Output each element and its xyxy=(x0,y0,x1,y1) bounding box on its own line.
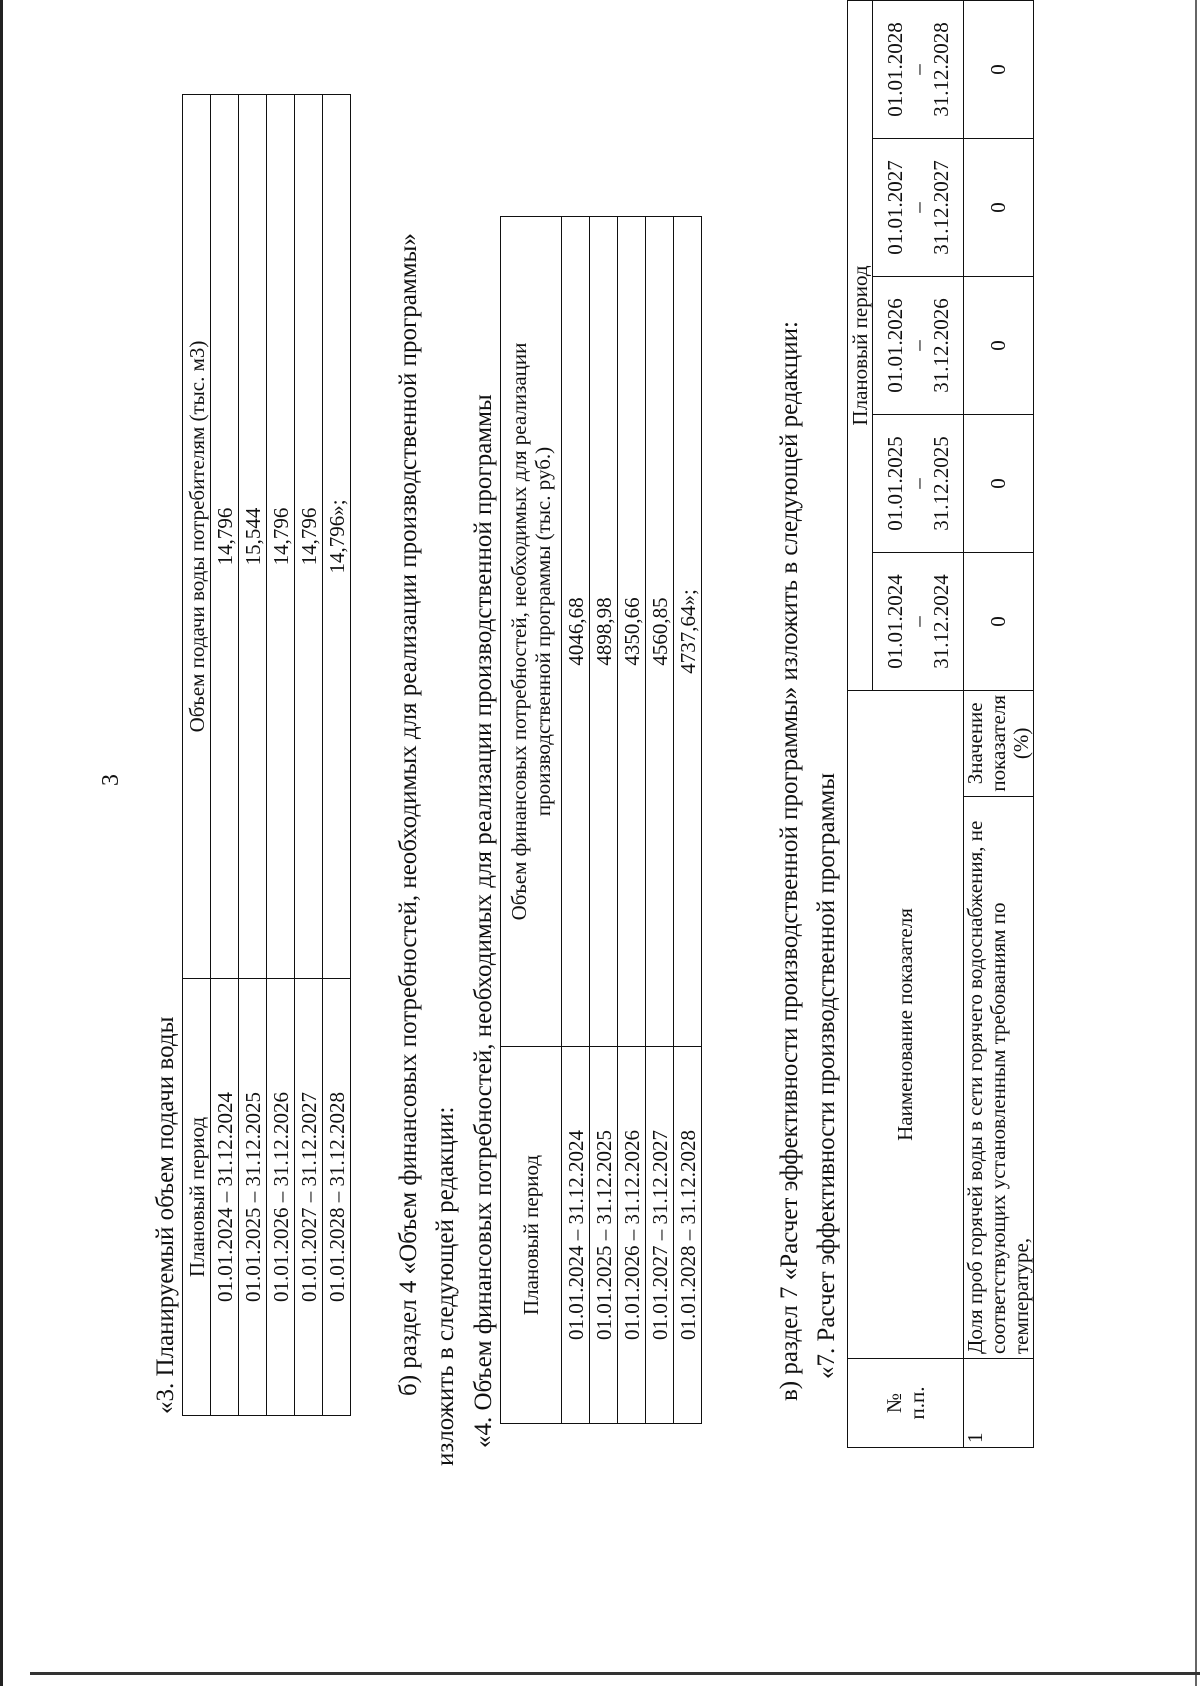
period-header: 01.01.2024 – 31.12.2024 xyxy=(873,553,964,691)
table-row xyxy=(618,217,646,1424)
table-row xyxy=(646,217,674,1424)
table-row xyxy=(239,95,267,1416)
period-cell: 01.01.2026 – 31.12.2026 xyxy=(267,979,295,1416)
col-no-header xyxy=(848,1359,964,1448)
table-row xyxy=(674,217,702,1424)
value-cell: 0 xyxy=(964,277,1034,415)
value-cell: 4560,85 xyxy=(646,217,674,1047)
value-cell: 14,796»; xyxy=(323,95,351,979)
period-cell: 01.01.2025 – 31.12.2025 xyxy=(590,1047,618,1424)
value-cell: 4350,66 xyxy=(618,217,646,1047)
period-header: 01.01.2028 – 31.12.2028 xyxy=(873,1,964,139)
section3-heading: «3. Планируемый объем подачи воды xyxy=(152,1016,179,1414)
indicator-unit-cell: Значение показателя (%) xyxy=(964,691,1034,797)
period-cell: 01.01.2024 – 31.12.2024 xyxy=(211,979,239,1416)
value-cell: 14,796 xyxy=(211,95,239,979)
col-period-header: Плановый период xyxy=(501,1047,562,1424)
col-no-header-line2: п.п. xyxy=(904,1386,929,1420)
value-cell: 0 xyxy=(964,1,1034,139)
water-supply-table xyxy=(182,94,351,1416)
efficiency-table xyxy=(847,0,1034,1448)
period-header: 01.01.2027 – 31.12.2027 xyxy=(873,139,964,277)
row-number-cell: 1 xyxy=(964,1359,1034,1448)
table-row xyxy=(267,95,295,1416)
paragraph-b-line2: изложить в следующей редакции: xyxy=(432,1106,459,1466)
table-row xyxy=(295,95,323,1416)
value-cell: 14,796 xyxy=(295,95,323,979)
page-number: 3 xyxy=(98,774,124,786)
value-cell: 0 xyxy=(964,139,1034,277)
table-row xyxy=(211,95,239,1416)
table-header-row xyxy=(501,217,562,1424)
period-cell: 01.01.2025 – 31.12.2025 xyxy=(239,979,267,1416)
col-name-header: Наименование показателя xyxy=(848,691,964,1359)
col-volume-header-line1: Объем финансовых потребностей, необходимых для реализации xyxy=(507,342,531,921)
value-cell: 0 xyxy=(964,553,1034,691)
section4-heading: «4. Объем финансовых потребностей, необходимых для реализации производственной программы xyxy=(470,394,497,1448)
col-plan-header: Плановый период xyxy=(848,1,873,691)
col-no-header-line1: № xyxy=(881,1392,906,1414)
col-period-header: Плановый период xyxy=(183,979,211,1416)
period-cell: 01.01.2027 – 31.12.2027 xyxy=(295,979,323,1416)
col-volume-header: Объем подачи воды потребителям (тыс. м3) xyxy=(183,95,211,979)
period-cell: 01.01.2024 – 31.12.2024 xyxy=(562,1047,590,1424)
table-row xyxy=(590,217,618,1424)
period-header: 01.01.2026 – 31.12.2026 xyxy=(873,277,964,415)
table-row xyxy=(323,95,351,1416)
financial-needs-table xyxy=(500,216,702,1424)
paragraph-b-line1: б) раздел 4 «Объем финансовых потребностей, необходимых для реализации производственной программы» xyxy=(395,233,422,1396)
period-header: 01.01.2025 – 31.12.2025 xyxy=(873,415,964,553)
value-cell: 4898,98 xyxy=(590,217,618,1047)
col-volume-header-line2: производственной программы (тыс. руб.) xyxy=(531,446,555,817)
value-cell: 4737,64»; xyxy=(674,217,702,1047)
period-cell: 01.01.2028 – 31.12.2028 xyxy=(323,979,351,1416)
period-cell: 01.01.2028 – 31.12.2028 xyxy=(674,1047,702,1424)
value-cell: 4046,68 xyxy=(562,217,590,1047)
value-cell: 0 xyxy=(964,415,1034,553)
col-volume-header xyxy=(501,217,562,1047)
table-row xyxy=(562,217,590,1424)
period-cell: 01.01.2027 – 31.12.2027 xyxy=(646,1047,674,1424)
paragraph-v-line1: в) раздел 7 «Расчет эффективности производственной программы» изложить в следующей редакции: xyxy=(776,321,803,1401)
section7-heading: «7. Расчет эффективности производственной программы xyxy=(813,772,840,1379)
value-cell: 15,544 xyxy=(239,95,267,979)
table-header-row xyxy=(848,1,873,1448)
period-cell: 01.01.2026 – 31.12.2026 xyxy=(618,1047,646,1424)
table-row xyxy=(964,1,1034,1448)
value-cell: 14,796 xyxy=(267,95,295,979)
table-header-row xyxy=(183,95,211,1416)
indicator-name-cell: Доля проб горячей воды в сети горячего водоснабжения, не соответствующих установленным требованиям по температуре, xyxy=(964,796,1034,1358)
